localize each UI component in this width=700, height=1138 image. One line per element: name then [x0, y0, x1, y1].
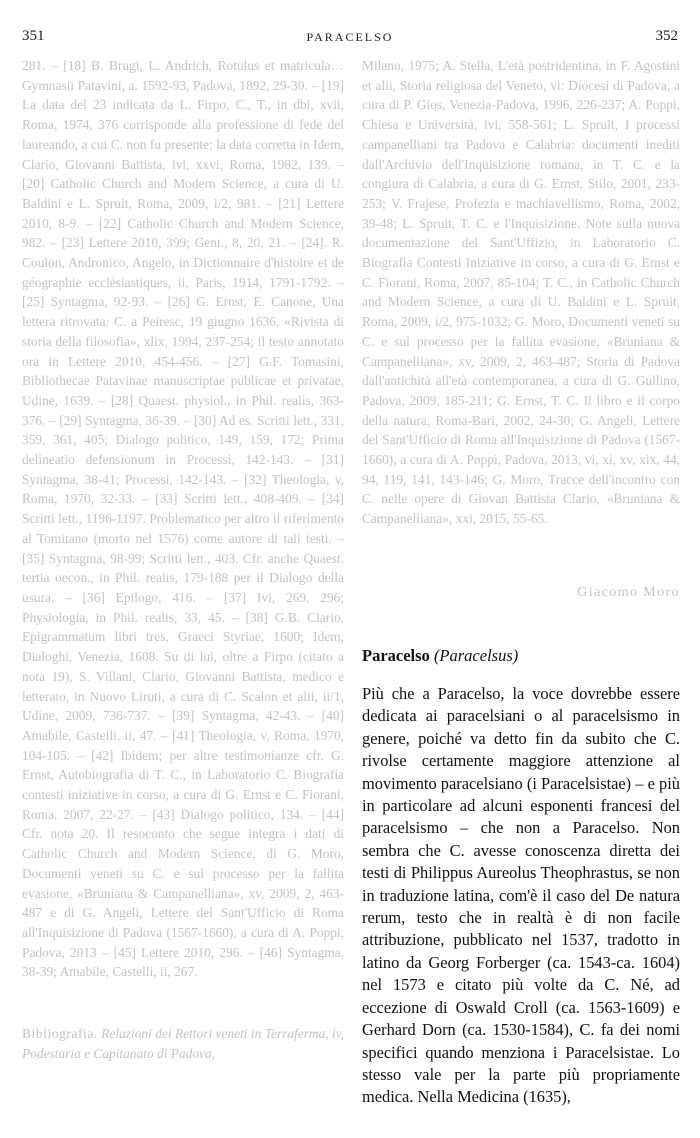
entry-body: Più che a Paracelso, la voce dovrebbe essere dedicata ai paracelsiani o al paracelsismo in genere, poiché va detto fin da subito che C. rivolse certamente maggiore attenzione al movimento paracelsiano (i Paracelsistae) – e più in particolare ad alcuni esponenti francesi del paracelsismo – che non a Paracelso. Non sembra che C. avesse conoscenza diretta dei testi di Philippus Aureolus Theophrastus, se non in traduzione latina, com'è il caso del De natura rerum, testo che in realtà è di non facile attribuzione, pubblicato nel 1537, tradotto in latino da Georg Forberger (ca. 1543-ca. 1604) nel 1573 e citato più volte da C. Né, ad eccezione di Oswald Croll (ca. 1563-1609) e Gerhard Dorn (ca. 1530-1584), C. fa dei nomi specifici quando menziona i Paracelsistae. Lo stesso vale per la parte più propriamente medica. Nella Medicina (1635),	[362, 684, 680, 1107]
page-header	[22, 28, 678, 48]
page-number-left: 351	[22, 28, 45, 44]
page-number-right: 352	[655, 28, 678, 44]
entry-title-latin: (Paracelsus)	[433, 646, 519, 665]
entry-heading	[362, 646, 680, 666]
running-title: PARACELSO	[306, 30, 394, 44]
right-column-bibliography: Milano, 1975; A. Stella, L'età postridentina, in F. Agostini et alii, Storia religiosa del Veneto, vi: Diocesi di Padova, a cura di P. Gios, Venezia-Padova, 1996, 226-237; A. Poppi, Chiesa e Università, ivi, 558-561; L. Spruit, I processi campanelliani tra Padova e Calabria: documenti inediti dall'Archivio dell'Inquisizione romana, in T. C. e la congiura di Calabria, a cura di G. Ernst, Stilo, 2001, 233-253; V. Frajese, Profezia e machiavellismo, Roma, 2002, 39-48; L. Spruit, T. C. e l'Inquisizione. Note sulla nuova documentazione del Sant'Uffizio, in Laboratorio C. Biografia Contesti Iniziative in corso, a cura di G. Ernst e C. Fiorani, Roma, 2007, 85-104; T. C., in Catholic Church and Modern Science, a cura di U. Baldini e L. Spruit, Roma, 2009, i/2, 975-1032; G. Moro, Documenti veneti su C. e sul processo per la fallita evasione, «Bruniana & Campanelliana», xv, 2009, 2, 463-487; Storia di Padova dall'antichità all'età contemporanea, a cura di G. Gullino, Padova, 2009, 185-211; G. Ernst, T. C. Il libro e il corpo della natura, Roma-Bari, 2002, 24-30; G. Angeli, Lettere del Sant'Ufficio di Roma all'Inquisizione di Padova (1567-1660), a cura di A. Poppi, Padova, 2013, vi, xi, xv, xix, 44, 94, 119, 141, 143-146; G. Moro, Tracce dell'incontro con C. nelle opere di Giovan Battista Clario, «Bruniana & Campanelliana», xxi, 2015, 55-65.	[362, 58, 680, 527]
entry-title: Paracelso	[362, 646, 430, 665]
left-bibliography	[22, 1024, 344, 1063]
author-signature: Giacomo Moro	[577, 585, 680, 600]
bibliography-label: Bibliografia.	[22, 1026, 98, 1041]
left-column-notes: 281. – [18] B. Brugi, L. Andrich, Rotulus et matricula… Gymnasii Patavini, a. 1592-93, Padova, 1892, 29-30. – [19] La data del 23 indicata da L. Firpo, C., T., in dbi, xvii, Roma, 1974, 376 corrisponde alla professione di fede del laureando, a cui C. non fu presente; la data corretta in Idem, Clario, Giovanni Battista, ivi, xxvi, Roma, 1982, 139. – [20] Catholic Church and Modern Science, a cura di U. Baldini e L. Spruit, Roma, 2009, i/2, 981. – [21] Lettere 2010, 8-9. – [22] Catholic Church and Modern Science, 982. – [23] Lettere 2010, 399; Gent., 8, 20, 21. – [24]. R. Coulon, Andronico, Angelo, in Dictionnaire d'histoire et de géographie ecclésiastiques, ii, Paris, 1914, 1791-1792. – [25] Syntagma, 92-93. – [26] G. Ernst, E. Canone, Una lettera ritrovata: C. a Peiresc, 19 giugno 1636, «Rivista di storia della filosofia», xlix, 1994, 237-254; il testo annotato ora in Lettere 2010, 454-456. – [27] G.F. Tomasini, Bibliothecae Patavinae manuscriptae publicae et privatae, Udine, 1639. – [28] Quaest. physiol., in Phil. realis, 363-376. – [29] Syntagma, 36-39. – [30] Ad es. Scritti lett., 331, 359, 361, 405; Dialogo politico, 149, 159, 172; Prima delineatio defensionum in Processi, 142-143. – [31] Syntagma, 38-41; Processi, 142-143. – [32] Theologia, v, Roma, 1970, 32-33. – [33] Scritti lett., 408-409. – [34] Scritti lett., 1196-1197. Problematico per altro il riferimento al Tomitano (morto nel 1576) come autore di tali testi. – [35] Syntagma, 98-99; Scritti lett., 403. Cfr. anche Quaest. tertia oecon., in Phil. realis, 179-188 per il Dialogo della usura. – [36] Epilogo, 416. – [37] Ivi, 269, 296; Physiologia, in Phil. realis, 33, 45. – [38] G.B. Clario, Epigrammatum libri tres, Graeci Styriae, 1600; Idem, Dialoghi, Venezia, 1608. Su di lui, oltre a Firpo (citato a nota 19), S. Villani, Clario, Giovanni Battista, medico e letterato, in Nuovo Liruti, a cura di C. Scalon et alii, ii/1, Udine, 2009, 736-737. – [39] Syntagma, 42-43. – [40] Amabile, Castelli, ii, 47. – [41] Theologia, v, Roma, 1970, 104-105. – [42] Ibidem; per altre testimonianze cfr. G. Ernst, Autobiografia di T. C., in Laboratorio C. Biografia contesti iniziative in corso, a cura di G. Ernst e C. Fiorani, Roma, 2007, 22-27. – [43] Dialogo politico, 134. – [44] Cfr. nota 20. Il resoconto che segue integra i dati di Catholic Church and Modern Science, di G. Moro, Documenti veneti su C. e sul processo per la fallita evasione, «Bruniana & Campanelliana», xv, 2009, 2, 463-487 e di G. Angeli, Lettere del Sant'Ufficio di Roma all'Inquisizione di Padova (1567-1660), a cura di A. Poppi, Padova, 2013 – [45] Lettere 2010, 296. – [46] Syntagma, 38-39; Amabile, Castelli, ii, 267.	[22, 58, 344, 980]
bibliography-text: Relazioni dei Rettori veneti in Terraferma, iv, Podestaria e Capitanato di Padova,	[22, 1026, 344, 1061]
